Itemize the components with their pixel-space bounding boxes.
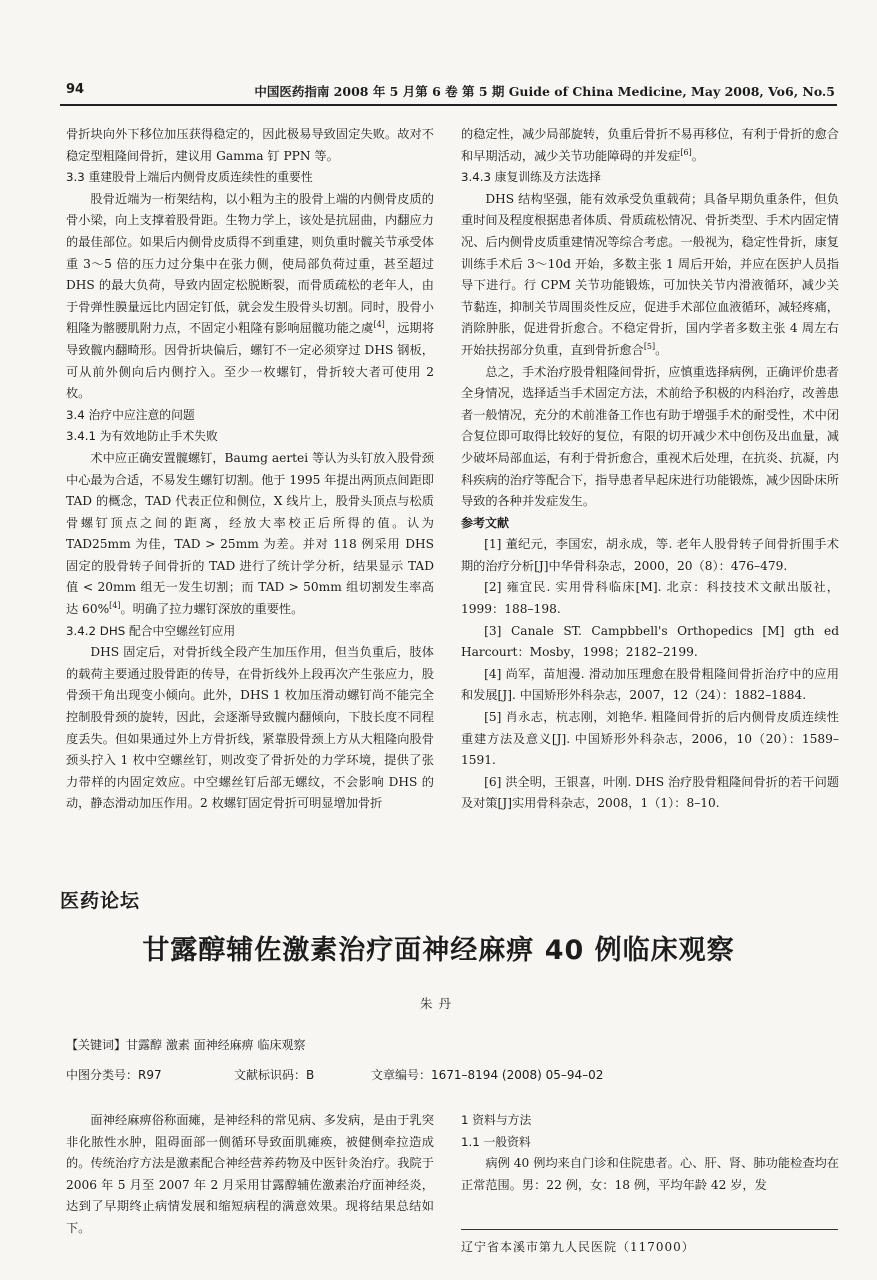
affiliation-rule bbox=[461, 1229, 838, 1230]
new-article-left-column bbox=[66, 1110, 434, 1240]
citation-marker: [6] bbox=[680, 147, 692, 157]
text-run: [4] 尚军，苗旭漫. 滑动加压理愈在股骨粗隆间骨折治疗中的应用和发展[J]. 中国矫形外科杂志，2007，12（24）：1882–1884. bbox=[461, 666, 839, 703]
previous-article-left-column bbox=[66, 124, 434, 815]
section-heading bbox=[66, 405, 434, 427]
section-heading bbox=[66, 167, 434, 189]
citation-marker: [5] bbox=[643, 341, 656, 351]
header-rule bbox=[60, 104, 837, 106]
citation-marker: [4] bbox=[109, 601, 121, 610]
text-run: 的稳定性，减少局部旋转，负重后骨折不易再移位，有利于骨折的愈合和早期活动，减少关节功能障碍的并发症 bbox=[461, 127, 839, 163]
text-run: 参考文献 bbox=[461, 515, 510, 530]
text-run: 面神经麻痹俗称面瘫，是神经科的常见病、多发病，是由于乳突非化脓性水肿，阻碍面部一侧循环导致面肌瘫痪，被健侧牵拉造成的。传统治疗方法是激素配合神经营养药物及中医针灸治疗。我院于 2006 年 5 月至 2007 年 2 月采用甘露醇辅佐激素治疗面神经炎，达到了早期终止病情发展和缩短病程的满意效果。现将结果总结如下。 bbox=[66, 1113, 434, 1235]
references-title bbox=[461, 513, 839, 535]
text-run: 。 bbox=[691, 148, 704, 163]
text-run: 1 资料与方法 bbox=[461, 1113, 532, 1127]
paragraph bbox=[66, 1110, 434, 1240]
text-run: 。明确了拉力螺钉深放的重要性。 bbox=[120, 602, 304, 617]
text-run: 3.3 重建股骨上端后内侧骨皮质连续性的重要性 bbox=[66, 170, 313, 185]
text-run: DHS 结构坚强，能有效承受负重载荷；具备早期负重条件，但负重时间及程度根据患者体质、骨质疏松情况、骨折类型、手术内固定情况、后内侧骨皮质重建情况等综合考虑。一般视为，稳定性骨折，康复训练手术后 3～10d 开始，多数主张 1 周后开始，并应在医护人员指导下进行。行 CPM 关节功能锻炼，可加快关节内滑液循环，减少关节黏连，抑制关节周围炎性反应，促进手术部位血液循环，减轻疼痛，消除肿胀，促进骨折愈合。不稳定骨折，国内学者多数主张 4 周左右开始扶拐部分负重，直到骨折愈合 bbox=[461, 191, 839, 357]
section-heading bbox=[461, 1110, 839, 1132]
text-run: [3] Canale ST. Campbbell's Orthopedics [M] gth ed Harcourt：Mosby，1998；2182–2199. bbox=[461, 623, 839, 660]
text-run: 。 bbox=[655, 342, 668, 357]
article-number: 文章编号：1671–8194 (2008) 05–94–02 bbox=[371, 1068, 604, 1082]
reference-entry bbox=[461, 664, 839, 707]
text-run: 病例 40 例均来自门诊和住院患者。心、肝、肾、肺功能检查均在正常范围。男：22 例，女：18 例，平均年龄 42 岁，发 bbox=[461, 1156, 839, 1192]
paragraph bbox=[66, 124, 434, 167]
text-run: [2] 雍宜民. 实用骨科临床[M]. 北京：科技技术文献出版社，1999：188–198. bbox=[461, 580, 839, 617]
reference-entry bbox=[461, 577, 839, 620]
section-heading bbox=[66, 621, 434, 643]
paragraph bbox=[461, 189, 839, 362]
classification-number: 中图分类号：R97 bbox=[66, 1068, 162, 1082]
citation-marker: [4] bbox=[373, 320, 385, 330]
section-heading bbox=[461, 1132, 839, 1154]
section-heading bbox=[66, 426, 434, 448]
reference-entry bbox=[461, 534, 839, 577]
text-run: 股骨近端为一桁架结构，以小粗为主的股骨上端的内侧骨皮质的骨小梁，向上支撑着股骨距。生物力学上，该处是抗屈曲，内翻应力的最佳部位。如果后内侧骨皮质得不到重建，则负重时髋关节承受体重 3～5 倍的压力过分集中在张力侧，使局部负荷过重，甚至超过 DHS 的最大负荷，导致内固定松脱断裂，而骨质疏松的老年人，由于骨弹性膜量远比内固定钉低，就会发生股骨头切割。同时，股骨小粗隆为髂腰肌附力点，不固定小粗隆有影响屈髋功能之虞 bbox=[66, 191, 434, 336]
text-run: ，远期将导致髋内翻畸形。因骨折块偏后，螺钉不一定必须穿过 DHS 钢板，可从前外侧向后内侧拧入。至少一枚螺钉，骨折较大者可使用 2 枚。 bbox=[66, 321, 435, 401]
keywords: 【关键词】甘露醇 激素 面神经麻痹 临床观察 bbox=[66, 1038, 306, 1052]
paragraph bbox=[66, 448, 434, 621]
article-title: 甘露醇辅佐激素治疗面神经麻痹 40 例临床观察 bbox=[142, 935, 735, 966]
reference-entry bbox=[461, 621, 839, 664]
author-affiliation: 辽宁省本溪市第九人民医院（117000） bbox=[461, 1240, 695, 1254]
text-run: 3.4.2 DHS 配合中空螺丝钉应用 bbox=[66, 623, 236, 638]
section-tag: 医药论坛 bbox=[60, 890, 141, 912]
section-heading bbox=[461, 167, 839, 189]
paragraph bbox=[66, 189, 434, 405]
text-run: [5] 肖永志，杭志刚，刘艳华. 粗隆间骨折的后内侧骨皮质连续性重建方法及意义[J]. 中国矫形外科杂志，2006，10（20）：1589–1591. bbox=[461, 710, 839, 768]
text-run: 骨折块向外下移位加压获得稳定的，因此极易导致固定失败。故对不稳定型粗隆间骨折，建议用 Gamma 钉 PPN 等。 bbox=[66, 127, 434, 163]
paragraph bbox=[461, 1153, 839, 1196]
text-run: 3.4.3 康复训练及方法选择 bbox=[461, 170, 601, 185]
paragraph bbox=[461, 124, 839, 167]
text-run: 3.4 治疗中应注意的问题 bbox=[66, 407, 195, 422]
paragraph bbox=[461, 362, 839, 513]
text-run: 术中应正确安置髋螺钉，Baumg aertei 等认为头钉放入股骨颈中心最为合适，不易发生螺钉切割。他于 1995 年提出两顶点间距即 TAD 的概念，TAD 代表正位和侧位，X 线片上，股骨头顶点与松质骨螺钉顶点之间的距离，经放大率校正后所得的值。认为 TAD25mm 为佳，TAD > 25mm 为差。并对 118 例采用 DHS 固定的股骨转子间骨折的 TAD 进行了统计学分析，结果显示 TAD 值 < 20mm 组无一发生切割；而 TAD > 50mm 组切割发生率高达 60% bbox=[66, 450, 434, 617]
article-author: 朱丹 bbox=[419, 996, 457, 1011]
new-article-right-column bbox=[461, 1110, 839, 1196]
page-number: 94 bbox=[66, 82, 85, 97]
reference-entry bbox=[461, 772, 839, 815]
previous-article-right-column bbox=[461, 124, 839, 815]
text-run: 3.4.1 为有效地防止手术失败 bbox=[66, 429, 218, 444]
text-run: [6] 洪全明，王银喜，叶刚. DHS 治疗股骨粗隆间骨折的若干问题及对策[J]实用骨科杂志，2008，1（1）：8–10. bbox=[461, 774, 839, 811]
document-code: 文献标识码：B bbox=[234, 1068, 315, 1082]
paragraph bbox=[66, 642, 434, 815]
text-run: 总之，手术治疗股骨粗隆间骨折，应慎重选择病例，正确评价患者全身情况，选择适当手术固定方法，术前给予积极的内科治疗，改善患者一般情况，充分的术前准备工作也有助于增强手术的耐受性，术中闭合复位即可取得比较好的复位，有限的切开减少术中创伤及出血量，减少破坏局部血运，有利于骨折愈合，重视术后处理，在抗炎、抗凝，内科疾病的治疗等配合下，指导患者早起床进行功能锻炼，减少因卧床所导致的各种并发症发生。 bbox=[461, 364, 839, 509]
text-run: 1.1 一般资料 bbox=[461, 1134, 531, 1149]
text-run: DHS 固定后，对骨折线全段产生加压作用，但当负重后，肢体的载荷主要通过股骨距的传导，在骨折线外上段再次产生张应力，股骨颈干角出现变小倾向。此外，DHS 1 枚加压滑动螺钉尚不能完全控制股骨颈的旋转，因此，会逐渐导致髋内翻倾向，下肢长度不同程度丢失。但如果通过外上方骨折线，紧靠股骨颈上方从大粗隆向股骨颈头拧入 1 枚中空螺丝钉，则改变了骨折处的力学环境，提供了张力带样的内固定效应。中空螺丝钉后部无螺纹，不会影响 DHS 的动，静态滑动加压作用。2 枚螺钉固定骨折可明显增加骨折 bbox=[66, 645, 434, 811]
reference-entry bbox=[461, 707, 839, 772]
text-run: [1] 董纪元，李国宏，胡永成，等. 老年人股骨转子间骨折围手术期的治疗分析[J]中华骨科杂志，2000，20（8）：476–479. bbox=[461, 537, 839, 573]
running-head: 中国医药指南 2008 年 5 月第 6 卷 第 5 期 Guide of China Medicine, May 2008, Vo6, No.5 bbox=[254, 84, 835, 99]
